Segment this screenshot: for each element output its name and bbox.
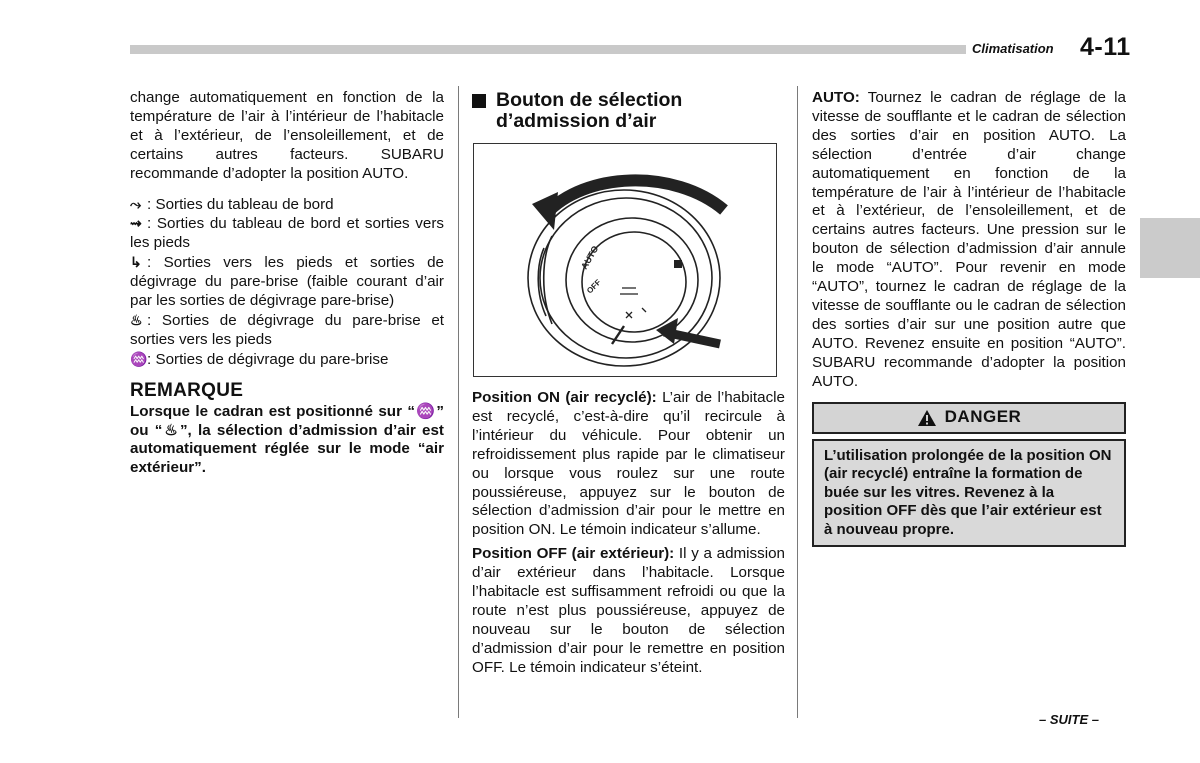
dial-illustration — [473, 143, 777, 377]
continued-label: – SUITE – — [1039, 712, 1099, 727]
section-heading-text: Bouton de sélection d’admission d’air — [496, 89, 683, 132]
vent-face-icon: ⤳ — [130, 195, 142, 212]
vent-foot-defrost-icon: ↳ — [130, 254, 142, 271]
vent-bilevel-icon: ⇝ — [130, 215, 142, 232]
auto-paragraph — [812, 89, 1126, 392]
vent-item — [130, 195, 444, 215]
vent-item — [130, 311, 444, 350]
vent-item-text: : Sorties vers les pieds et sorties de dégivrage du pare-brise (faible courant d’air par les sorties de dégivrage pare-brise) — [130, 254, 444, 310]
vent-item-text: : Sorties du tableau de bord et sorties vers les pieds — [130, 215, 444, 252]
vent-item — [130, 253, 444, 311]
danger-label: DANGER — [944, 407, 1022, 427]
para-on-label: Position ON (air recyclé): — [472, 389, 657, 406]
para-off-text: Il y a admission d’air extérieur dans l’habitacle. Lorsque l’habitacle est suffisamment refroidi ou que la route n’est plus poussiéreuse, appuyez de nouveau sur le bouton de sélection d’admission d’air pour le remettre en position OFF. Le témoin indicateur s’éteint. — [472, 545, 786, 676]
chapter-tab — [1140, 218, 1200, 278]
vent-defrost-icon: ♒ — [130, 350, 148, 367]
vent-item-text: : Sorties du tableau de bord — [147, 195, 334, 213]
para-off-label: Position OFF (air extérieur): — [472, 545, 675, 563]
warning-triangle-icon — [917, 409, 937, 427]
column-right — [812, 89, 1126, 547]
auto-label: AUTO: — [812, 89, 860, 106]
intro-paragraph: change automatiquement en fonction de la température de l’air à l’intérieur de l’habitacle et à l’extérieur, de l’ensoleillement, et de certains autres facteurs. SUBARU recommande d’adopter la position AUTO. — [130, 89, 444, 182]
vent-item-text: : Sorties de dégivrage du pare-brise — [147, 350, 389, 368]
square-bullet-icon — [472, 94, 486, 108]
vent-item — [130, 214, 444, 253]
column-divider-2 — [797, 86, 798, 718]
dial-off-label: OFF — [585, 277, 603, 296]
para-position-on — [472, 389, 785, 540]
danger-text: L’utilisation prolongée de la position ON (air recyclé) entraîne la formation de buée sur les vitres. Revenez à la position OFF dès que l’air extérieur est à nouveau propre. — [812, 439, 1126, 548]
remark-text: Lorsque le cadran est positionné sur “♒” ou “♨”, la sélection d’admission d’air est automatiquement réglée sur le mode “air extérieur”. — [130, 402, 444, 477]
section-heading — [472, 90, 785, 132]
dial-auto-label: AUTO — [579, 244, 601, 271]
auto-text: Tournez le cadran de réglage de la vitesse de soufflante et le cadran de sélection des sorties d’air en position AUTO. La sélection d’entrée d’air change automatiquement en fonction de la température de l’air à l’intérieur de l’habitacle et à l’extérieur, de l’ensoleillement, et de certains autres facteurs. Une pression sur le bouton de sélection d’admission d’air annule le mode “AUTO”. Pour revenir en mode “AUTO”, tournez le cadran de réglage de la vitesse de soufflante ou le cadran de sélection des sorties d’air sur une position autre que AUTO. Revenez ensuite en position “AUTO”. SUBARU recommande d’adopter la position AUTO. — [812, 89, 1126, 390]
para-position-off — [472, 545, 785, 677]
para-on-text: L’air de l’habitacle est recyclé, c’est-à-dire qu’il recircule à l’intérieur du véhicule. Pour obtenir un refroidissement plus rapide par le climatiseur ou lorsque vous roulez sur une route poussiéreuse, appuyez sur le bouton de sélection d’admission d’air pour le mettre en position ON. Le témoin indicateur s’allume. — [472, 389, 785, 539]
column-middle — [472, 89, 785, 678]
remark-heading: REMARQUE — [130, 379, 244, 401]
column-divider-1 — [458, 86, 459, 718]
danger-header — [812, 402, 1126, 434]
header-rule — [130, 45, 966, 54]
column-left — [130, 89, 444, 478]
vent-item — [130, 350, 444, 370]
vent-defrost-foot-icon: ♨ — [130, 311, 143, 328]
section-title: Climatisation — [972, 41, 1054, 56]
air-intake-dial-drawing — [474, 144, 776, 376]
page-number: 4-11 — [1080, 33, 1131, 61]
vent-item-text: : Sorties de dégivrage du pare-brise et sorties vers les pieds — [130, 311, 444, 348]
